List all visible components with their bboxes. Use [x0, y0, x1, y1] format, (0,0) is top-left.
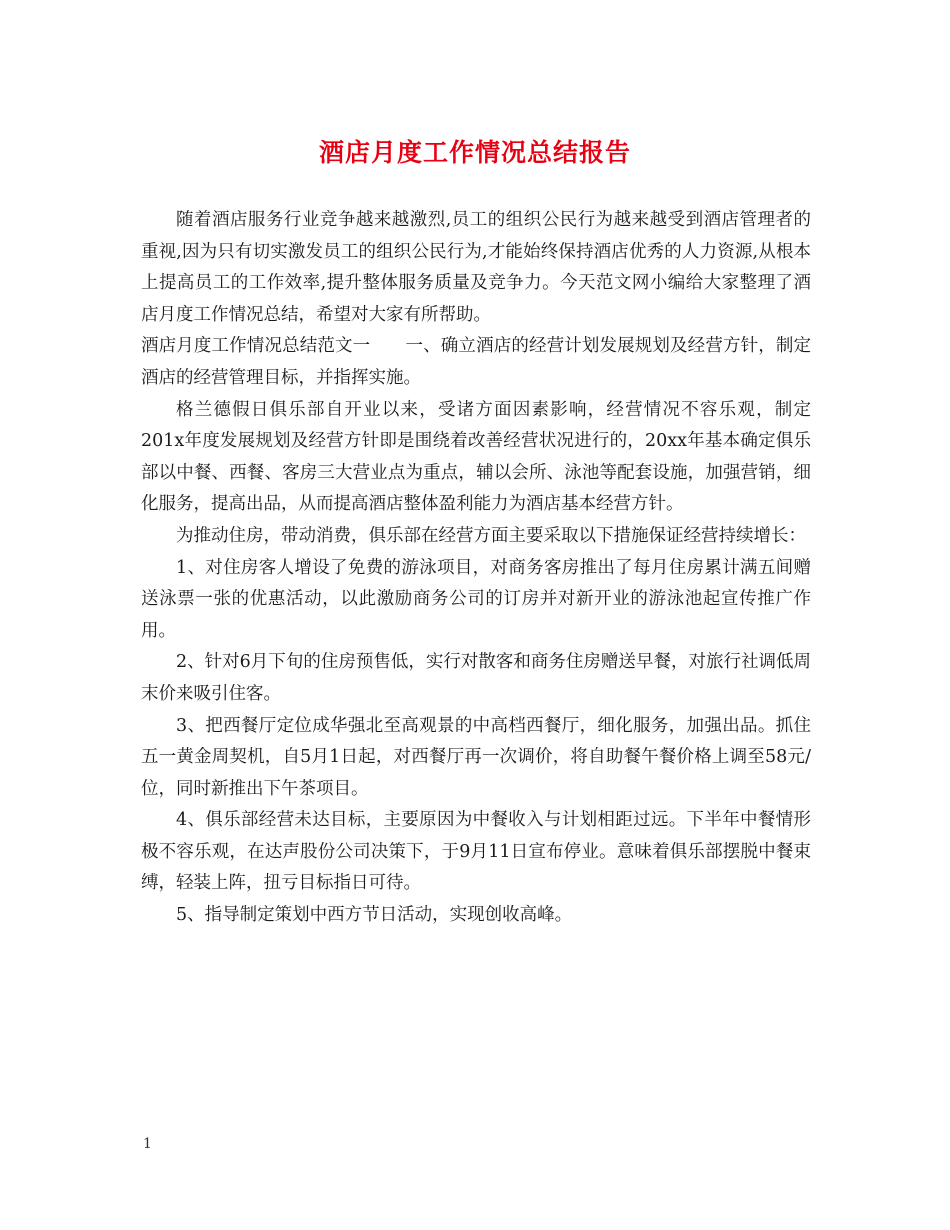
paragraph-overview: 格兰德假日俱乐部自开业以来，受诸方面因素影响，经营情况不容乐观，制定201x年度发展规划及经营方针即是围绕着改善经营状况进行的，20xx年基本确定俱乐部以中餐、西餐、客房三大营业点为重点，辅以会所、泳池等配套设施，加强营销，细化服务，提高出品，从而提高酒店整体盈利能力为酒店基本经营方针。 [141, 399, 811, 515]
paragraph-measure-5: 5、指导制定策划中西方节日活动，实现创收高峰。 [176, 905, 573, 926]
paragraph-measure-4: 4、俱乐部经营未达目标，主要原因为中餐收入与计划相距过远。下半年中餐情形极不容乐观，在达声股份公司决策下，于9月11日宣布停业。意味着俱乐部摆脱中餐束缚，轻装上阵，扭亏目标指日可待。 [141, 810, 811, 894]
paragraph-measures-intro: 为推动住房，带动消费，俱乐部在经营方面主要采取以下措施保证经营持续增长： [176, 525, 806, 546]
paragraph-measure-1: 1、对住房客人增设了免费的游泳项目，对商务客房推出了每月住房累计满五间赠送泳票一张的优惠活动，以此激励商务公司的订房并对新开业的游泳池起宣传推广作用。 [141, 557, 811, 641]
page-number: 1 [143, 1136, 152, 1152]
paragraph-measure-3: 3、把西餐厅定位成华强北至高观景的中高档西餐厅，细化服务，加强出品。抓住五一黄金周契机，自5月1日起，对西餐厅再一次调价，将自助餐午餐价格上调至58元/位，同时新推出下午茶项目。 [141, 715, 811, 799]
paragraph-intro: 随着酒店服务行业竞争越来越激烈,员工的组织公民行为越来越受到酒店管理者的重视,因为只有切实激发员工的组织公民行为,才能始终保持酒店优秀的人力资源,从根本上提高员工的工作效率,提升整体服务质量及竞争力。今天范文网小编给大家整理了酒店月度工作情况总结，希望对大家有所帮助。 [141, 210, 811, 325]
document-title: 酒店月度工作情况总结报告 [318, 138, 631, 167]
paragraph-section-heading: 酒店月度工作情况总结范文一 一、确立酒店的经营计划发展规划及经营方针，制定酒店的经营管理目标，并指挥实施。 [141, 336, 811, 388]
document-body [141, 205, 811, 932]
paragraph-measure-2: 2、针对6月下旬的住房预售低，实行对散客和商务住房赠送早餐，对旅行社调低周末价来吸引住客。 [141, 652, 811, 704]
